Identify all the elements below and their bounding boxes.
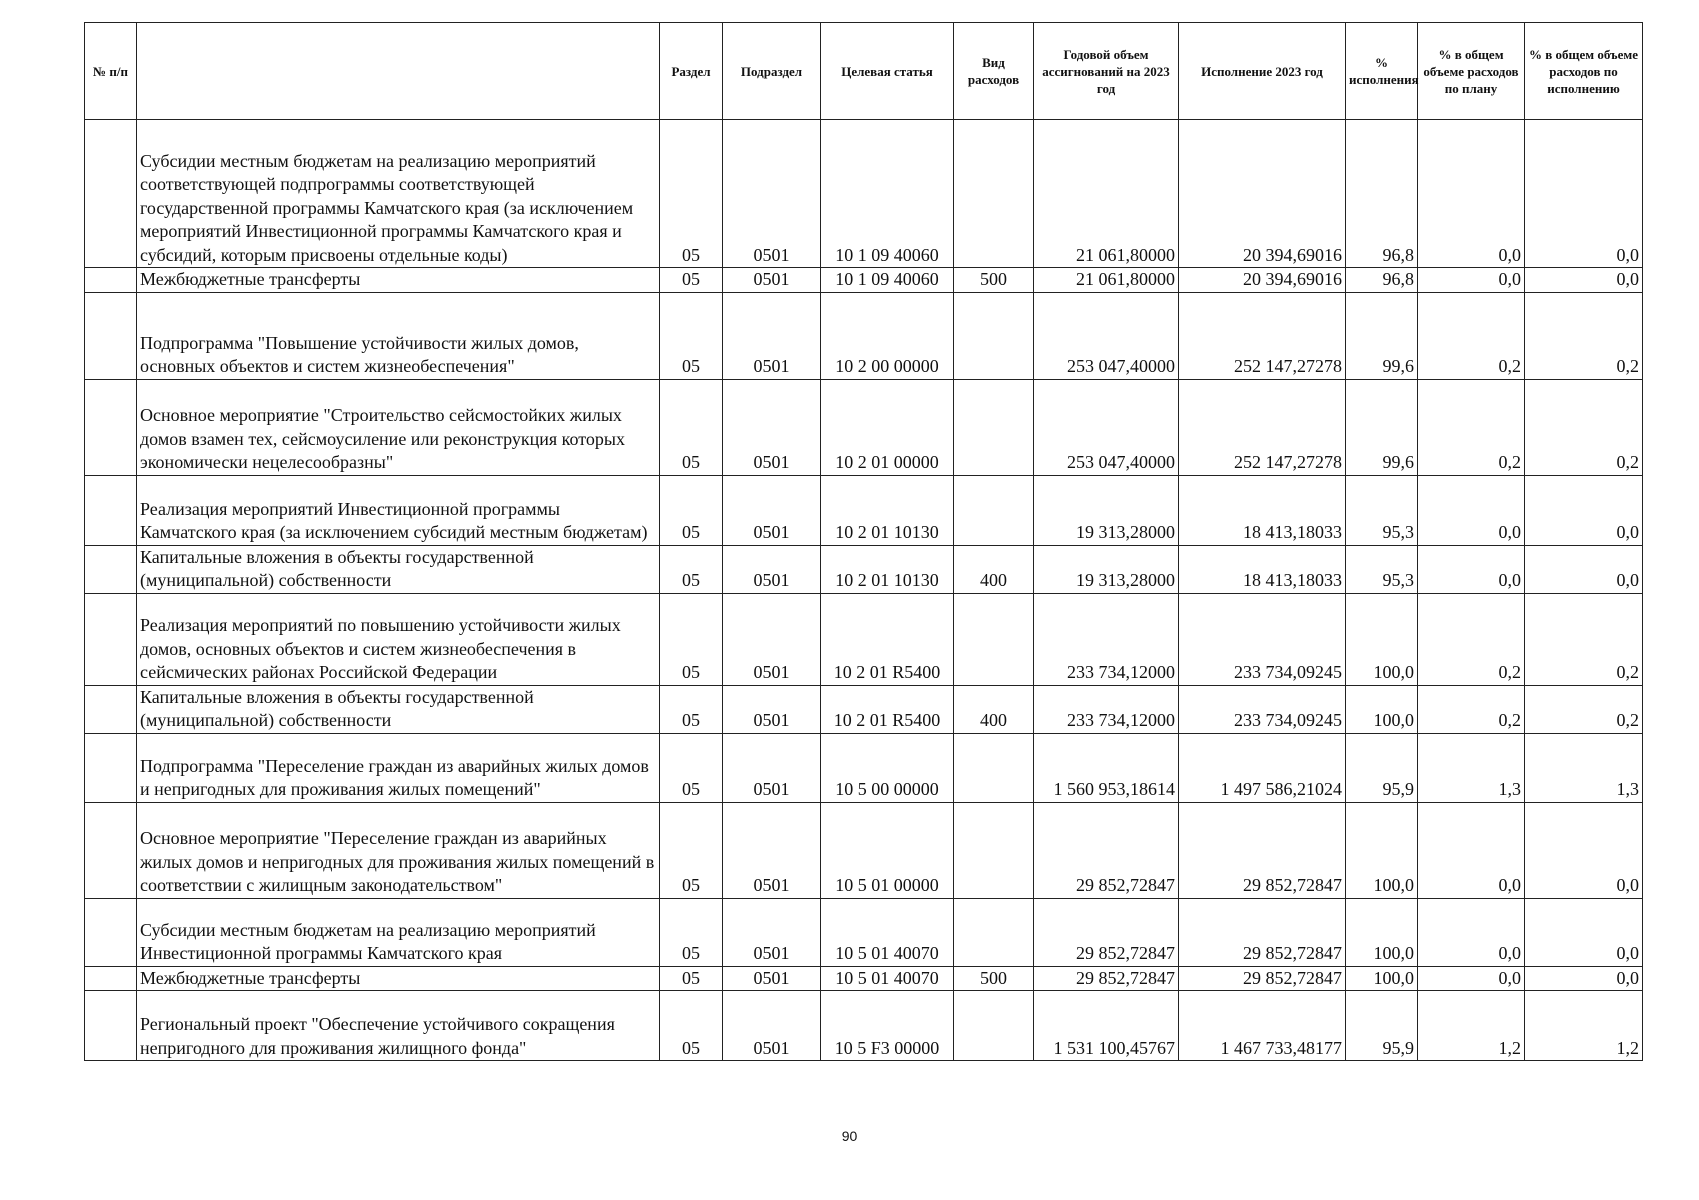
row-index (85, 292, 137, 379)
row-target-article: 10 1 09 40060 (821, 268, 954, 293)
row-podrazdel: 0501 (723, 593, 821, 685)
row-fact-amount: 1 497 586,21024 (1179, 733, 1346, 802)
row-podrazdel: 0501 (723, 268, 821, 293)
row-podrazdel: 0501 (723, 898, 821, 966)
row-plan-amount: 29 852,72847 (1034, 898, 1179, 966)
row-plan-amount: 21 061,80000 (1034, 268, 1179, 293)
row-index (85, 545, 137, 593)
row-fact-amount: 20 394,69016 (1179, 268, 1346, 293)
row-share-fact: 0,2 (1525, 379, 1643, 475)
row-razdel: 05 (660, 966, 723, 991)
header-fact: Исполнение 2023 год (1179, 23, 1346, 120)
row-share-fact: 0,0 (1525, 898, 1643, 966)
row-share-fact: 0,0 (1525, 966, 1643, 991)
row-share-fact: 0,0 (1525, 545, 1643, 593)
row-name: Подпрограмма "Повышение устойчивости жилых домов, основных объектов и систем жизнеобеспечения" (137, 292, 660, 379)
row-plan-amount: 29 852,72847 (1034, 966, 1179, 991)
row-podrazdel: 0501 (723, 379, 821, 475)
row-name: Межбюджетные трансферты (137, 268, 660, 293)
row-share-plan: 0,0 (1418, 898, 1525, 966)
row-share-fact: 1,2 (1525, 991, 1643, 1061)
row-fact-amount: 233 734,09245 (1179, 685, 1346, 733)
row-razdel: 05 (660, 120, 723, 268)
row-expense-type: 500 (954, 966, 1034, 991)
row-razdel: 05 (660, 475, 723, 545)
row-index (85, 733, 137, 802)
row-plan-amount: 1 560 953,18614 (1034, 733, 1179, 802)
row-index (85, 802, 137, 898)
row-target-article: 10 2 01 00000 (821, 379, 954, 475)
row-index (85, 898, 137, 966)
row-expense-type: 400 (954, 545, 1034, 593)
row-name: Субсидии местным бюджетам на реализацию мероприятий соответствующей подпрограммы соответствующей государственной программы Камчатского края (за исключением мероприятий Инвестиционной программы Камчатского края и субсидий, которым присвоены отдельные коды) (137, 120, 660, 268)
row-plan-amount: 253 047,40000 (1034, 292, 1179, 379)
row-percent: 96,8 (1346, 120, 1418, 268)
row-podrazdel: 0501 (723, 120, 821, 268)
table-body (85, 120, 1643, 1061)
row-podrazdel: 0501 (723, 545, 821, 593)
row-share-fact: 0,0 (1525, 802, 1643, 898)
row-percent: 99,6 (1346, 379, 1418, 475)
table-row (85, 733, 1643, 802)
budget-execution-table (84, 22, 1643, 1061)
row-target-article: 10 2 00 00000 (821, 292, 954, 379)
row-name: Основное мероприятие "Строительство сейсмостойких жилых домов взамен тех, сейсмоусиление или реконструкция которых экономически нецелесообразны" (137, 379, 660, 475)
row-share-plan: 0,2 (1418, 593, 1525, 685)
row-name: Подпрограмма "Переселение граждан из аварийных жилых домов и непригодных для проживания жилых помещений" (137, 733, 660, 802)
row-index (85, 268, 137, 293)
row-expense-type: 500 (954, 268, 1034, 293)
row-share-fact: 1,3 (1525, 733, 1643, 802)
row-fact-amount: 252 147,27278 (1179, 379, 1346, 475)
row-share-plan: 1,3 (1418, 733, 1525, 802)
row-razdel: 05 (660, 898, 723, 966)
header-podrazdel: Подраздел (723, 23, 821, 120)
row-expense-type (954, 120, 1034, 268)
row-index (85, 991, 137, 1061)
table-row (85, 268, 1643, 293)
row-razdel: 05 (660, 292, 723, 379)
row-target-article: 10 5 00 00000 (821, 733, 954, 802)
row-plan-amount: 29 852,72847 (1034, 802, 1179, 898)
row-target-article: 10 5 01 00000 (821, 802, 954, 898)
table-row (85, 898, 1643, 966)
row-expense-type (954, 593, 1034, 685)
page-number: 90 (841, 1128, 858, 1144)
row-plan-amount: 1 531 100,45767 (1034, 991, 1179, 1061)
table-row (85, 802, 1643, 898)
row-index (85, 475, 137, 545)
row-target-article: 10 2 01 R5400 (821, 685, 954, 733)
row-share-fact: 0,2 (1525, 593, 1643, 685)
row-expense-type (954, 991, 1034, 1061)
row-expense-type (954, 292, 1034, 379)
row-target-article: 10 5 01 40070 (821, 898, 954, 966)
row-fact-amount: 252 147,27278 (1179, 292, 1346, 379)
row-expense-type: 400 (954, 685, 1034, 733)
row-share-plan: 0,0 (1418, 966, 1525, 991)
row-percent: 95,3 (1346, 545, 1418, 593)
row-percent: 100,0 (1346, 593, 1418, 685)
row-expense-type (954, 898, 1034, 966)
row-fact-amount: 29 852,72847 (1179, 802, 1346, 898)
row-razdel: 05 (660, 379, 723, 475)
row-fact-amount: 233 734,09245 (1179, 593, 1346, 685)
row-plan-amount: 19 313,28000 (1034, 475, 1179, 545)
header-razdel: Раздел (660, 23, 723, 120)
row-plan-amount: 19 313,28000 (1034, 545, 1179, 593)
row-razdel: 05 (660, 268, 723, 293)
row-share-plan: 0,0 (1418, 268, 1525, 293)
row-podrazdel: 0501 (723, 966, 821, 991)
row-target-article: 10 1 09 40060 (821, 120, 954, 268)
row-percent: 95,3 (1346, 475, 1418, 545)
table-row (85, 475, 1643, 545)
row-razdel: 05 (660, 802, 723, 898)
row-target-article: 10 5 F3 00000 (821, 991, 954, 1061)
row-podrazdel: 0501 (723, 685, 821, 733)
row-share-fact: 0,0 (1525, 120, 1643, 268)
row-podrazdel: 0501 (723, 991, 821, 1061)
row-percent: 95,9 (1346, 991, 1418, 1061)
row-razdel: 05 (660, 991, 723, 1061)
row-podrazdel: 0501 (723, 475, 821, 545)
header-plan: Годовой объем ассигнований на 2023 год (1034, 23, 1179, 120)
row-expense-type (954, 733, 1034, 802)
table-row (85, 593, 1643, 685)
row-fact-amount: 29 852,72847 (1179, 898, 1346, 966)
row-target-article: 10 2 01 10130 (821, 475, 954, 545)
row-podrazdel: 0501 (723, 292, 821, 379)
row-target-article: 10 2 01 R5400 (821, 593, 954, 685)
row-percent: 100,0 (1346, 966, 1418, 991)
header-target-article: Целевая статья (821, 23, 954, 120)
row-fact-amount: 18 413,18033 (1179, 545, 1346, 593)
row-percent: 99,6 (1346, 292, 1418, 379)
row-expense-type (954, 475, 1034, 545)
row-plan-amount: 233 734,12000 (1034, 685, 1179, 733)
row-share-fact: 0,2 (1525, 292, 1643, 379)
row-fact-amount: 18 413,18033 (1179, 475, 1346, 545)
row-percent: 95,9 (1346, 733, 1418, 802)
row-index (85, 379, 137, 475)
header-name (137, 23, 660, 120)
row-share-plan: 1,2 (1418, 991, 1525, 1061)
row-share-plan: 0,2 (1418, 685, 1525, 733)
row-percent: 100,0 (1346, 898, 1418, 966)
row-razdel: 05 (660, 685, 723, 733)
row-target-article: 10 5 01 40070 (821, 966, 954, 991)
row-fact-amount: 29 852,72847 (1179, 966, 1346, 991)
row-name: Межбюджетные трансферты (137, 966, 660, 991)
table-row (85, 120, 1643, 268)
row-plan-amount: 233 734,12000 (1034, 593, 1179, 685)
table-row (85, 685, 1643, 733)
table-header-row (85, 23, 1643, 120)
row-index (85, 593, 137, 685)
row-share-plan: 0,0 (1418, 802, 1525, 898)
row-name: Основное мероприятие "Переселение граждан из аварийных жилых домов и непригодных для проживания жилых помещений в соответствии с жилищным законодательством" (137, 802, 660, 898)
row-percent: 100,0 (1346, 802, 1418, 898)
row-percent: 96,8 (1346, 268, 1418, 293)
row-name: Реализация мероприятий Инвестиционной программы Камчатского края (за исключением субсидий местным бюджетам) (137, 475, 660, 545)
table-row (85, 292, 1643, 379)
row-name: Капитальные вложения в объекты государственной (муниципальной) собственности (137, 685, 660, 733)
row-share-plan: 0,2 (1418, 379, 1525, 475)
row-share-plan: 0,2 (1418, 292, 1525, 379)
row-razdel: 05 (660, 545, 723, 593)
row-share-plan: 0,0 (1418, 120, 1525, 268)
row-expense-type (954, 802, 1034, 898)
row-fact-amount: 20 394,69016 (1179, 120, 1346, 268)
row-fact-amount: 1 467 733,48177 (1179, 991, 1346, 1061)
row-podrazdel: 0501 (723, 733, 821, 802)
row-name: Реализация мероприятий по повышению устойчивости жилых домов, основных объектов и систем жизнеобеспечения в сейсмических районах Российской Федерации (137, 593, 660, 685)
row-share-plan: 0,0 (1418, 475, 1525, 545)
header-share-fact: % в общем объеме расходов по исполнению (1525, 23, 1643, 120)
row-name: Субсидии местным бюджетам на реализацию мероприятий Инвестиционной программы Камчатского края (137, 898, 660, 966)
row-index (85, 966, 137, 991)
header-share-plan: % в общем объеме расходов по плану (1418, 23, 1525, 120)
row-share-plan: 0,0 (1418, 545, 1525, 593)
row-plan-amount: 253 047,40000 (1034, 379, 1179, 475)
row-razdel: 05 (660, 733, 723, 802)
row-share-fact: 0,0 (1525, 268, 1643, 293)
row-expense-type (954, 379, 1034, 475)
header-index: № п/п (85, 23, 137, 120)
table-row (85, 545, 1643, 593)
row-razdel: 05 (660, 593, 723, 685)
header-expense-type: Вид расходов (954, 23, 1034, 120)
table-row (85, 379, 1643, 475)
row-target-article: 10 2 01 10130 (821, 545, 954, 593)
row-podrazdel: 0501 (723, 802, 821, 898)
row-name: Региональный проект "Обеспечение устойчивого сокращения непригодного для проживания жилищного фонда" (137, 991, 660, 1061)
table-row (85, 966, 1643, 991)
row-percent: 100,0 (1346, 685, 1418, 733)
row-share-fact: 0,2 (1525, 685, 1643, 733)
row-plan-amount: 21 061,80000 (1034, 120, 1179, 268)
row-index (85, 685, 137, 733)
row-index (85, 120, 137, 268)
row-name: Капитальные вложения в объекты государственной (муниципальной) собственности (137, 545, 660, 593)
header-percent: % исполнения (1346, 23, 1418, 120)
table-row (85, 991, 1643, 1061)
row-share-fact: 0,0 (1525, 475, 1643, 545)
